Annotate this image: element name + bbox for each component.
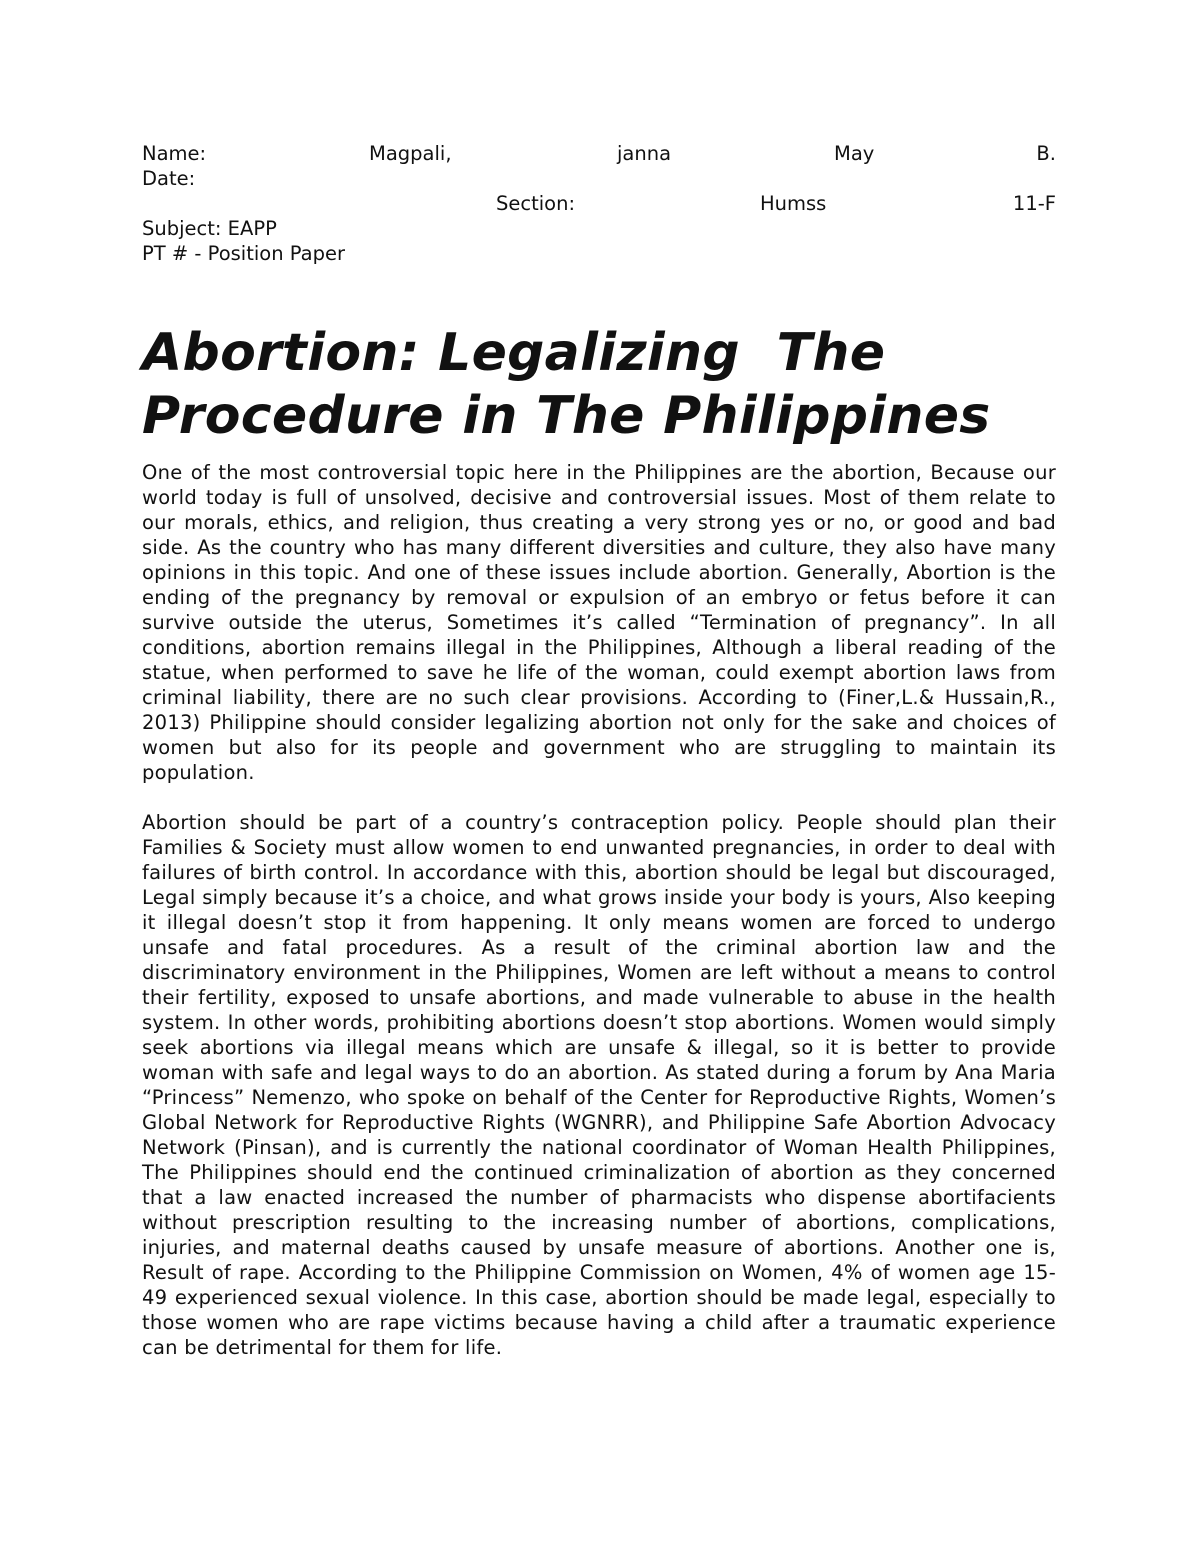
- name-middle: May: [834, 142, 875, 165]
- document-title: [142, 322, 1056, 448]
- name-initial: B.: [1036, 142, 1056, 165]
- pt-row: [142, 241, 1056, 266]
- subject-row: [142, 216, 1056, 241]
- paragraph-1: One of the most controversial topic here in the Philippines are the abortion, Because our world today is full of unsolved, decisive and controversial issues. Most of them relate to our morals, ethics, and religion, thus creating a very strong yes or no, or good and bad side. As the country who has many different diversities and culture, they also have many opinions in this topic. And one of these issues include abortion. Generally, Abortion is the ending of the pregnancy by removal or expulsion of an embryo or fetus before it can survive outside the uterus, Sometimes it’s called “Termination of pregnancy”. In all conditions, abortion remains illegal in the Philippines, Although a liberal reading of the statue, when performed to save he life of the woman, could exempt abortion laws from criminal liability, there are no such clear provisions. According to (Finer,L.& Hussain,R., 2013) Philippine should consider legalizing abortion not only for the sake and choices of women but also for its people and government who are struggling to maintain its population.: [142, 461, 1056, 784]
- name-first: janna: [617, 142, 672, 165]
- subject-line: Subject: EAPP: [142, 217, 277, 240]
- section-label: Section:: [496, 192, 576, 215]
- date-label: Date:: [142, 167, 196, 190]
- date-row: [142, 166, 1056, 191]
- section-row: [142, 191, 1056, 216]
- pt-line: PT # - Position Paper: [142, 242, 345, 265]
- name-label: Name:: [142, 142, 207, 165]
- name-last: Magpali,: [369, 142, 452, 165]
- title-line-2: Procedure in The Philippines: [142, 386, 991, 446]
- section-strand: Humss: [760, 192, 827, 215]
- paragraph-2: Abortion should be part of a country’s contraception policy. People should plan their Families & Society must allow women to end unwanted pregnancies, in order to deal with failures of birth control. In accordance with this, abortion should be legal but discouraged, Legal simply because it’s a choice, and what grows inside your body is yours, Also keeping it illegal doesn’t stop it from happening. It only means women are forced to undergo unsafe and fatal procedures. As a result of the criminal abortion law and the discriminatory environment in the Philippines, Women are left without a means to control their fertility, exposed to unsafe abortions, and made vulnerable to abuse in the health system. In other words, prohibiting abortions doesn’t stop abortions. Women would simply seek abortions via illegal means which are unsafe & illegal, so it is better to provide woman with safe and legal ways to do an abortion. As stated during a forum by Ana Maria “Princess” Nemenzo, who spoke on behalf of the Center for Reproductive Rights, Women’s Global Network for Reproductive Rights (WGNRR), and Philippine Safe Abortion Advocacy Network (Pinsan), and is currently the national coordinator of Woman Health Philippines, The Philippines should end the continued criminalization of abortion as they concerned that a law enacted increased the number of pharmacists who dispense abortifacients without prescription resulting to the increasing number of abortions, complications, injuries, and maternal deaths caused by unsafe measure of abortions. Another one is, Result of rape. According to the Philippine Commission on Women, 4% of women age 15-49 experienced sexual violence. In this case, abortion should be made legal, especially to those women who are rape victims because having a child after a traumatic experience can be detrimental for them for life.: [142, 811, 1056, 1359]
- document-page: [142, 141, 1056, 1360]
- title-line-1: Abortion: Legalizing The: [142, 323, 886, 383]
- section-value: 11-F: [1012, 192, 1056, 215]
- name-row: [142, 141, 1056, 166]
